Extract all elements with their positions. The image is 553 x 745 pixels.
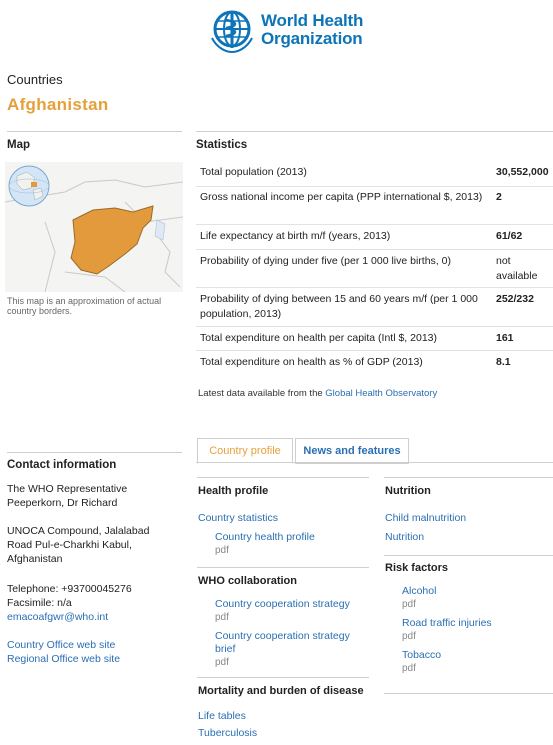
nutrition-rule	[384, 477, 553, 478]
ccs-brief-line-1: Country cooperation strategy	[215, 630, 350, 642]
country-statistics-link[interactable]: Country statistics	[198, 512, 278, 524]
tab-news-and-features[interactable]: News and features	[295, 438, 409, 464]
country-office-link[interactable]: Country Office web site	[7, 639, 116, 651]
stat-value: 8.1	[496, 356, 511, 368]
stat-label: Probability of dying between 15 and 60 years m/f (per 1 000 population, 2013)	[200, 293, 478, 320]
child-malnutrition-link[interactable]: Child malnutrition	[385, 512, 467, 524]
stat-label: Total expenditure on health per capita (Intl $, 2013)	[200, 332, 437, 344]
mortality-section	[198, 685, 373, 740]
regional-office-link[interactable]: Regional Office web site	[7, 653, 121, 665]
nutrition-heading: Nutrition	[385, 485, 431, 497]
tobacco-link[interactable]: Tobacco	[402, 649, 442, 661]
health-profile-heading: Health profile	[198, 485, 269, 497]
life-tables-link[interactable]: Life tables	[198, 710, 246, 722]
country-health-profile-link[interactable]: Country health profile	[215, 531, 315, 543]
pdf-label: pdf	[215, 545, 229, 556]
who-wordmark	[261, 12, 363, 48]
globe-icon	[9, 166, 49, 206]
tuberculosis-link[interactable]: Tuberculosis	[198, 727, 258, 739]
address-line: UNOCA Compound, Jalalabad	[7, 525, 150, 537]
who-collaboration-rule	[197, 567, 369, 568]
tab-country-profile[interactable]: Country profile	[197, 438, 293, 464]
road-traffic-injuries-link[interactable]: Road traffic injuries	[402, 617, 492, 629]
stat-label: Probability of dying under five (per 1 000 live births, 0)	[200, 255, 451, 267]
stat-value: 161	[496, 332, 514, 344]
pdf-label: pdf	[402, 663, 416, 674]
address-line: Afghanistan	[7, 553, 63, 565]
stat-value: 252/232	[496, 293, 534, 305]
latest-data-note	[198, 388, 437, 399]
statistics-heading: Statistics	[196, 139, 248, 151]
pdf-label: pdf	[215, 612, 229, 623]
health-profile-section	[198, 485, 373, 557]
stats-section-rule	[196, 131, 553, 132]
stat-value: 61/62	[496, 230, 523, 242]
ccs-brief-link[interactable]	[198, 630, 373, 656]
country-map	[5, 162, 183, 292]
telephone: Telephone: +93700045276	[7, 583, 132, 595]
map-caption: This map is an approximation of actual country borders.	[7, 296, 162, 316]
global-health-observatory-link[interactable]: Global Health Observatory	[325, 388, 438, 399]
contact-section-rule	[7, 452, 182, 453]
nutrition-link[interactable]: Nutrition	[385, 531, 425, 543]
stat-row	[196, 186, 553, 225]
org-name-line-2: Organization	[261, 29, 363, 48]
stat-row	[196, 350, 553, 375]
pdf-label: pdf	[402, 631, 416, 642]
pdf-label: pdf	[402, 599, 416, 610]
stat-value: 30,552,000	[496, 166, 549, 178]
stat-row	[196, 287, 553, 327]
stat-value: not available	[496, 255, 538, 282]
facsimile: Facsimile: n/a	[7, 597, 72, 609]
health-profile-rule	[197, 477, 369, 478]
stat-row	[196, 326, 553, 351]
who-collaboration-heading: WHO collaboration	[198, 575, 297, 587]
risk-factors-heading: Risk factors	[385, 562, 448, 574]
mortality-heading: Mortality and burden of disease	[198, 685, 364, 697]
stat-label: Gross national income per capita (PPP international $, 2013)	[200, 191, 483, 203]
stat-row	[196, 160, 553, 187]
right-column-bottom-rule	[384, 693, 553, 694]
rep-name: Peeperkorn, Dr Richard	[7, 497, 118, 509]
breadcrumb-countries[interactable]: Countries	[7, 72, 63, 87]
alcohol-link[interactable]: Alcohol	[402, 585, 437, 597]
tabs-underline	[196, 462, 553, 463]
org-name-line-1: World Health	[261, 11, 364, 30]
map-heading: Map	[7, 139, 30, 151]
stat-row	[196, 224, 553, 250]
nutrition-section	[385, 485, 553, 544]
latest-data-prefix: Latest data available from the	[198, 388, 323, 399]
stat-value: 2	[496, 191, 502, 203]
address-line: Road Pul-e-Charkhi Kabul,	[7, 539, 132, 551]
stat-label: Total expenditure on health as % of GDP (2013)	[200, 356, 423, 368]
contact-heading: Contact information	[7, 459, 117, 471]
mortality-rule	[197, 677, 369, 678]
page-title: Afghanistan	[7, 95, 109, 114]
stat-row	[196, 249, 553, 288]
map-section-rule	[7, 131, 182, 132]
email-link[interactable]: emacoafgwr@who.int	[7, 611, 109, 623]
pdf-label: pdf	[215, 657, 229, 668]
stat-label: Life expectancy at birth m/f (years, 2013)	[200, 230, 391, 242]
ccs-brief-line-2: brief	[215, 643, 236, 655]
risk-factors-section	[385, 562, 553, 675]
who-emblem-icon	[208, 8, 260, 54]
country-cooperation-strategy-link[interactable]: Country cooperation strategy	[215, 598, 350, 610]
who-collaboration-section	[198, 575, 373, 669]
risk-factors-rule	[384, 555, 553, 556]
rep-title: The WHO Representative	[7, 483, 128, 495]
stat-label: Total population (2013)	[200, 166, 307, 178]
contact-information	[7, 458, 192, 666]
